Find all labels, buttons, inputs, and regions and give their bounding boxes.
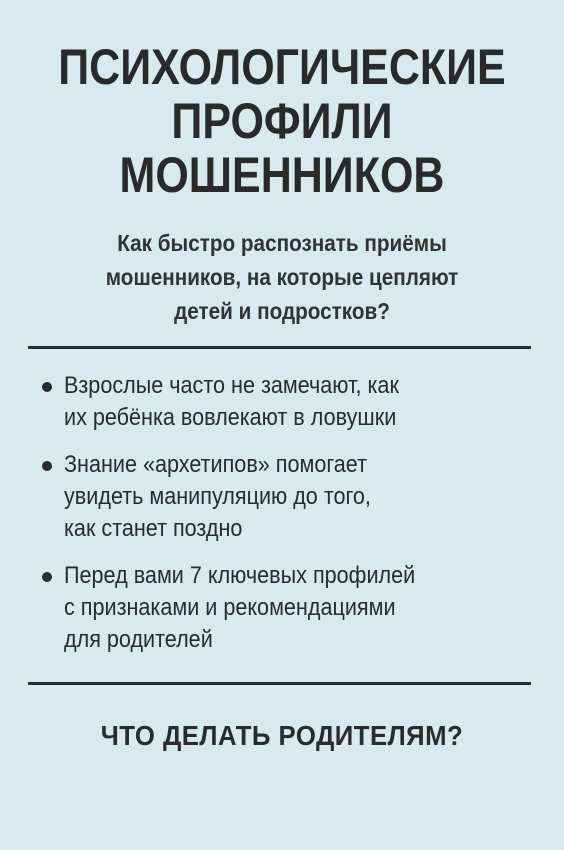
bullet-dot-icon: [42, 461, 52, 471]
page-title: [39, 40, 524, 202]
footer-heading: ЧТО ДЕЛАТЬ РОДИТЕЛЯМ?: [100, 720, 464, 751]
bullet-line: для родителей: [64, 626, 213, 653]
bottom-divider: [28, 682, 531, 685]
bullet-line: Взрослые часто не замечают, как: [64, 372, 399, 399]
list-item: [40, 560, 540, 656]
title-line-2: ПРОФИЛИ: [171, 93, 393, 149]
bullet-text: [64, 560, 550, 656]
list-item: [40, 370, 540, 434]
title-line-3: МОШЕННИКОВ: [119, 147, 445, 203]
bullet-dot-icon: [42, 572, 52, 582]
bullet-text: [64, 449, 550, 545]
subtitle-line-2: мошенников, на которые цепляют: [105, 264, 459, 290]
bullet-line: как станет поздно: [64, 515, 243, 542]
bullet-list: [40, 370, 540, 671]
top-divider: [28, 346, 531, 349]
title-line-1: ПСИХОЛОГИЧЕСКИЕ: [58, 39, 506, 95]
subtitle: [28, 226, 536, 328]
bullet-text: [64, 370, 550, 434]
bullet-dot-icon: [42, 382, 52, 392]
bullet-line: увидеть манипуляцию до того,: [64, 483, 371, 510]
bullet-line: их ребёнка вовлекают в ловушки: [64, 404, 397, 431]
subtitle-line-1: Как быстро распознать приёмы: [117, 230, 447, 256]
bullet-line: с признаками и рекомендациями: [64, 594, 396, 621]
subtitle-line-3: детей и подростков?: [174, 298, 390, 324]
bullet-line: Перед вами 7 ключевых профилей: [64, 562, 416, 589]
list-item: [40, 449, 540, 545]
bullet-line: Знание «архетипов» помогает: [64, 451, 367, 478]
